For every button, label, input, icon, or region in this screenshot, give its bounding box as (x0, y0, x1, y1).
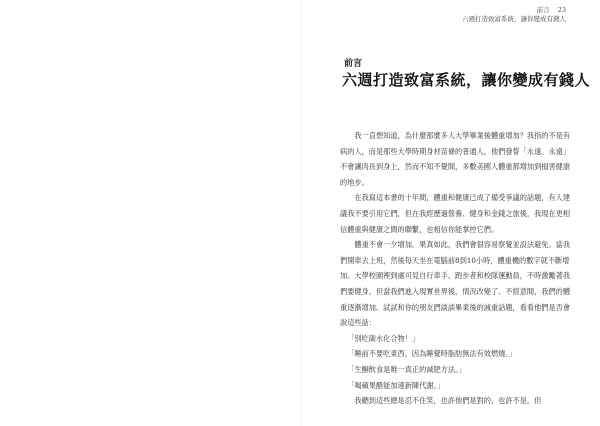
paragraph: 在我寫這本書的十年間，體重和健康已成了備受爭議的話題，有人建議我不要引用它們，但在我經歷過營養、健身和金錢之旅後，我現在更相信體重與健康之間的聯繫，也相信你能掌控它們。 (340, 193, 571, 234)
quote-line: 「生酮飲食是唯一真正的減肥方法。」 (347, 364, 466, 374)
paragraph: 體重不會一夕增加。果真如此，我們會很容易察覺並設法避免。當我們開車去上班，然後每天坐在電腦前8到10小時，體重機的數字就不斷增加。大學校園裡到處可見自行車手、跑步者和校隊運動員，不時激勵著我們要健身。但當我們進入現實世界後，情況改變了。不經意間，我們的體重逐漸增加。試試和你的朋友們談談畢業後的減重話題，看看他們是否會說這些話： (340, 240, 571, 328)
chapter-title: 六週打造致富系統，讓你變成有錢人 (342, 71, 591, 89)
quote-line: 「喝蘋果醋能加速新陳代謝。」 (347, 380, 445, 390)
page-number: 23 (557, 6, 566, 14)
quote-line: 「睡前不要吃東西，因為睡覺時脂肪無法有效燃燒。」 (347, 349, 517, 359)
running-head (462, 6, 566, 24)
paragraph: 我一直想知道，為什麼那麼多人大學畢業後體重增加？我指的不是有病的人，而是那些大學時期身材苗條的普通人，他們發誓「永遠、永遠」不會讓肉長到身上，然而不知不覺間，多數美國人體重都增加到損害健康的地步。 (340, 131, 571, 187)
paragraph: 我聽到這些總是忍不住笑，也許他們是對的，也許不是，但 (354, 396, 542, 406)
running-head-section: 前言 (536, 6, 550, 14)
body-text (340, 128, 574, 409)
quote-line: 「別吃碳水化合物！」 (347, 333, 420, 343)
running-head-title: 六週打造致富系統，讓你變成有錢人 (462, 15, 566, 23)
chapter-label: 前言 (344, 59, 363, 69)
page-gutter (300, 0, 301, 426)
